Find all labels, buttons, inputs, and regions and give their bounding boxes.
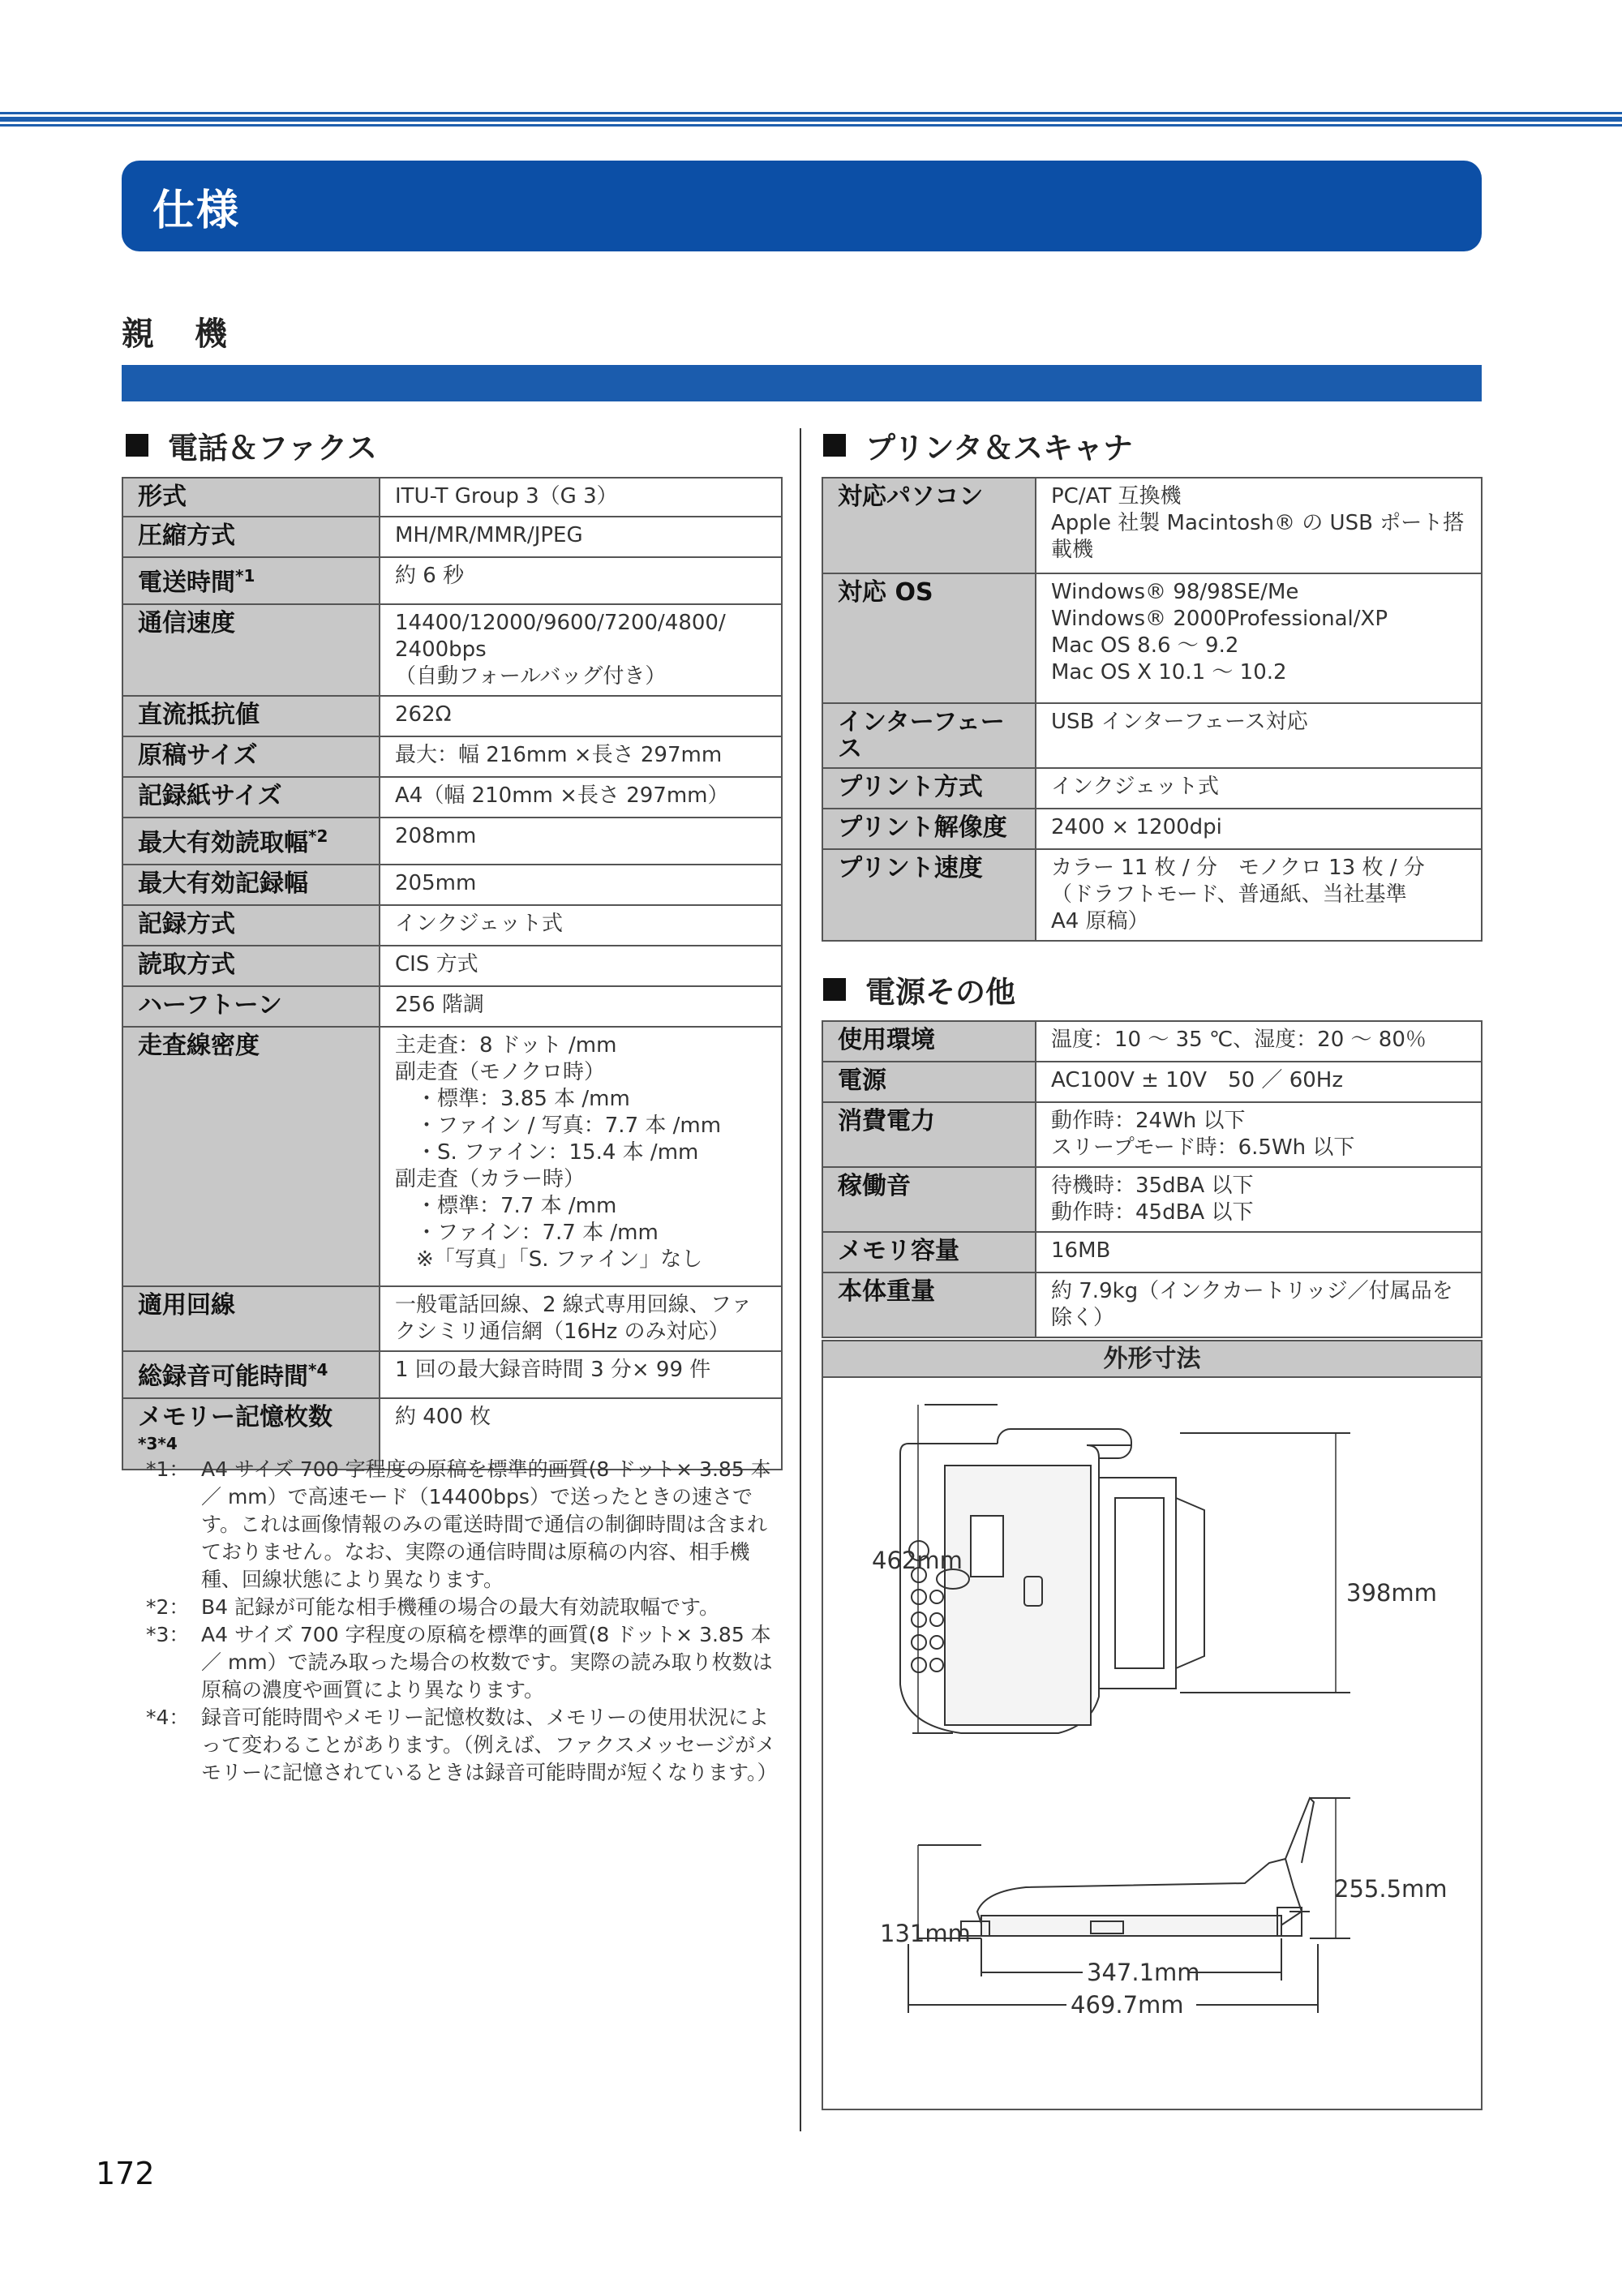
printer-spec-table — [822, 477, 1483, 942]
section-subtitle: 親 機 — [122, 315, 242, 353]
spec-key-label: 原稿サイズ — [138, 741, 258, 770]
square-bullet-icon — [823, 978, 846, 1001]
spec-key-label: 記録紙サイズ — [138, 782, 282, 810]
spec-row — [822, 573, 1482, 703]
dimensions-diagram — [822, 1376, 1483, 2110]
footnote-number: *1： — [146, 1457, 190, 1481]
spec-key-label: 最大有効読取幅 — [138, 829, 308, 857]
spec-key — [822, 1167, 1036, 1232]
spec-key — [122, 1351, 380, 1398]
spec-key-label: 走査線密度 — [138, 1032, 260, 1060]
spec-key-label: 電源 — [838, 1066, 886, 1095]
spec-row — [122, 946, 782, 986]
spec-key-label: 圧縮方式 — [138, 521, 235, 550]
spec-key — [122, 818, 380, 865]
spec-key-label: インターフェース — [838, 708, 1005, 763]
spec-key — [122, 905, 380, 946]
spec-value: カラー 11 枚 / 分 モノクロ 13 枚 / 分 （ドラフトモード、普通紙、当社基準 A4 原稿） — [1036, 849, 1482, 941]
spec-key — [822, 809, 1036, 849]
footnote-item — [146, 1456, 787, 1594]
power-heading: 電源その他 — [823, 968, 1015, 1011]
spec-key-label: 記録方式 — [138, 910, 235, 938]
spec-row — [122, 604, 782, 696]
spec-row — [122, 557, 782, 604]
spec-key-label: 対応 OS — [838, 578, 933, 607]
spec-key-label: 最大有効記録幅 — [138, 869, 308, 898]
spec-value: MH/MR/MMR/JPEG — [380, 517, 782, 557]
spec-key-label: 電送時間 — [138, 569, 235, 597]
spec-value: 約 6 秒 — [380, 557, 782, 604]
spec-key-label: 対応パソコン — [838, 483, 984, 511]
spec-value: 動作時：24Wh 以下 スリープモード時：6.5Wh 以下 — [1036, 1102, 1482, 1167]
spec-key-label: メモリ容量 — [838, 1237, 959, 1265]
footnote-text: A4 サイズ 700 字程度の原稿を標準的画質(8 ドット× 3.85 本／ mm）で読み取った場合の枚数です。実際の読み取り枚数は原稿の濃度や画質により異なります。 — [201, 1623, 773, 1702]
spec-key-label: プリント速度 — [838, 854, 983, 882]
spec-key-label: 稼働音 — [838, 1172, 911, 1200]
fax-spec-table — [122, 477, 783, 1470]
printer-heading: プリンタ＆スキャナ — [823, 423, 1133, 467]
header-stripes — [0, 112, 1622, 129]
footnote-number: *3： — [146, 1623, 190, 1646]
spec-value: 1 回の最大録音時間 3 分× 99 件 — [380, 1351, 782, 1398]
footnote-marker: *3*4 — [138, 1434, 178, 1453]
footnote-item — [146, 1594, 787, 1621]
height-dimension: 255.5mm — [1334, 1875, 1448, 1903]
spec-row — [122, 517, 782, 557]
spec-key — [822, 1021, 1036, 1062]
dimensions-heading: 外形寸法 — [822, 1340, 1483, 1378]
footnote-marker: *2 — [308, 826, 328, 846]
spec-key — [122, 986, 380, 1027]
width-dimension: 398mm — [1346, 1579, 1437, 1607]
spec-value: A4（幅 210mm ×長さ 297mm） — [380, 777, 782, 818]
depth-dimension: 462mm — [872, 1547, 963, 1574]
spec-row — [122, 1351, 782, 1398]
footnote-text: B4 記録が可能な相手機種の場合の最大有効読取幅です。 — [201, 1595, 720, 1619]
spec-value: 16MB — [1036, 1232, 1482, 1272]
spec-key — [822, 703, 1036, 768]
spec-key — [122, 946, 380, 986]
footnote-text: A4 サイズ 700 字程度の原稿を標準的画質(8 ドット× 3.85 本／ mm）で高速モード（14400bps）で送ったときの速さです。これは画像情報のみの電送時間で通信の制御時間は含まれておりません。なお、実際の通信時間は原稿の内容、相手機種、回線状態により異なります。 — [201, 1457, 771, 1591]
spec-value: インクジェット式 — [380, 905, 782, 946]
page-number: 172 — [96, 2156, 155, 2191]
spec-row — [122, 986, 782, 1027]
spec-row — [122, 478, 782, 517]
footnote-item — [146, 1704, 787, 1787]
footnote-number: *2： — [146, 1595, 190, 1619]
spec-value: 256 階調 — [380, 986, 782, 1027]
fax-heading: 電話＆ファクス — [126, 423, 377, 467]
spec-key-label: 形式 — [138, 483, 187, 511]
spec-row — [822, 478, 1482, 573]
spec-key-label: 総録音可能時間 — [138, 1363, 308, 1391]
spec-row — [122, 1027, 782, 1286]
spec-key — [122, 1286, 380, 1351]
spec-row — [822, 1232, 1482, 1272]
length1-dimension: 347.1mm — [1087, 1959, 1200, 1986]
spec-row — [822, 1272, 1482, 1337]
column-divider — [800, 428, 801, 2131]
spec-key-label: 通信速度 — [138, 609, 235, 637]
spec-value: 262Ω — [380, 696, 782, 736]
spec-key — [122, 1027, 380, 1286]
spec-value: 一般電話回線、2 線式専用回線、ファクシミリ通信網（16Hz のみ対応） — [380, 1286, 782, 1351]
spec-key-label: 読取方式 — [138, 951, 235, 979]
spec-row — [822, 1021, 1482, 1062]
spec-value: AC100V ± 10V 50 ／ 60Hz — [1036, 1062, 1482, 1102]
footnote-text: 録音可能時間やメモリー記憶枚数は、メモリーの使用状況によって変わることがあります。（例えば、ファクスメッセージがメモリーに記憶されているときは録音可能時間が短くなります。） — [201, 1706, 778, 1784]
spec-value: Windows® 98/98SE/Me Windows® 2000Professional/XP Mac OS 8.6 〜 9.2 Mac OS X 10.1 〜 10.2 — [1036, 573, 1482, 703]
spec-value: インクジェット式 — [1036, 768, 1482, 809]
section-bar — [122, 365, 1482, 401]
power-spec-table — [822, 1020, 1483, 1338]
spec-key-label: 直流抵抗値 — [138, 701, 260, 729]
spec-key-label: メモリー記憶枚数 — [138, 1403, 333, 1431]
spec-row — [122, 865, 782, 905]
square-bullet-icon — [126, 434, 148, 457]
spec-value: 最大：幅 216mm ×長さ 297mm — [380, 736, 782, 777]
spec-key — [122, 604, 380, 696]
spec-key — [122, 777, 380, 818]
spec-key — [822, 478, 1036, 573]
spec-row — [122, 696, 782, 736]
spec-row — [122, 905, 782, 946]
spec-value: 208mm — [380, 818, 782, 865]
spec-row — [822, 1062, 1482, 1102]
spec-key — [822, 1232, 1036, 1272]
spec-key-label: プリント解像度 — [838, 813, 1007, 842]
spec-row — [122, 1286, 782, 1351]
spec-value: 主走査：8 ドット /mm 副走査（モノクロ時） ・標準：3.85 本 /mm ・ファイン / 写真：7.7 本 /mm ・S. ファイン：15.4 本 /mm 副走査（カラー時） ・標準：7.7 本 /mm ・ファイン：7.7 本 /mm ※「写真」「S. ファイン」なし — [380, 1027, 782, 1286]
spec-key — [822, 768, 1036, 809]
spec-key — [122, 517, 380, 557]
spec-key-label: 使用環境 — [838, 1026, 935, 1054]
spec-value: 温度：10 〜 35 ℃、湿度：20 〜 80％ — [1036, 1021, 1482, 1062]
spec-key — [122, 557, 380, 604]
spec-row — [122, 777, 782, 818]
square-bullet-icon — [823, 434, 846, 457]
spec-key — [822, 1102, 1036, 1167]
spec-row — [822, 1167, 1482, 1232]
spec-key — [122, 696, 380, 736]
footnote-number: *4： — [146, 1706, 190, 1729]
spec-row — [822, 1102, 1482, 1167]
page-title: 仕様 — [122, 161, 1482, 251]
spec-value: 約 400 枚 — [380, 1398, 782, 1470]
spec-row — [822, 849, 1482, 941]
spec-row — [122, 818, 782, 865]
spec-value: 2400 × 1200dpi — [1036, 809, 1482, 849]
footnote-item — [146, 1621, 787, 1704]
spec-key-label: ハーフトーン — [138, 991, 282, 1019]
spec-key — [122, 865, 380, 905]
spec-key-label: 消費電力 — [838, 1107, 935, 1135]
length2-dimension: 469.7mm — [1071, 1991, 1184, 2019]
spec-value: CIS 方式 — [380, 946, 782, 986]
spec-key — [122, 736, 380, 777]
spec-key-label: 適用回線 — [138, 1291, 235, 1320]
spec-row — [822, 809, 1482, 849]
spec-row — [122, 736, 782, 777]
base-height-dimension: 131mm — [880, 1920, 971, 1947]
spec-value: 205mm — [380, 865, 782, 905]
spec-row — [822, 703, 1482, 768]
spec-key — [822, 849, 1036, 941]
spec-key — [822, 573, 1036, 703]
footnote-marker: *1 — [235, 566, 255, 586]
spec-value: ITU-T Group 3（G 3） — [380, 478, 782, 517]
spec-value: 14400/12000/9600/7200/4800/ 2400bps （自動フォールバッグ付き） — [380, 604, 782, 696]
spec-key — [122, 478, 380, 517]
spec-row — [822, 768, 1482, 809]
spec-value: PC/AT 互換機 Apple 社製 Macintosh® の USB ポート搭載機 — [1036, 478, 1482, 573]
spec-key-label: 本体重量 — [838, 1277, 935, 1306]
spec-key-label: プリント方式 — [838, 773, 983, 801]
spec-value: 待機時：35dBA 以下 動作時：45dBA 以下 — [1036, 1167, 1482, 1232]
spec-value: 約 7.9kg（インクカートリッジ／付属品を除く） — [1036, 1272, 1482, 1337]
spec-value: USB インターフェース対応 — [1036, 703, 1482, 768]
spec-key — [822, 1272, 1036, 1337]
spec-key — [822, 1062, 1036, 1102]
footnotes — [146, 1456, 787, 1787]
footnote-marker: *4 — [308, 1360, 328, 1380]
